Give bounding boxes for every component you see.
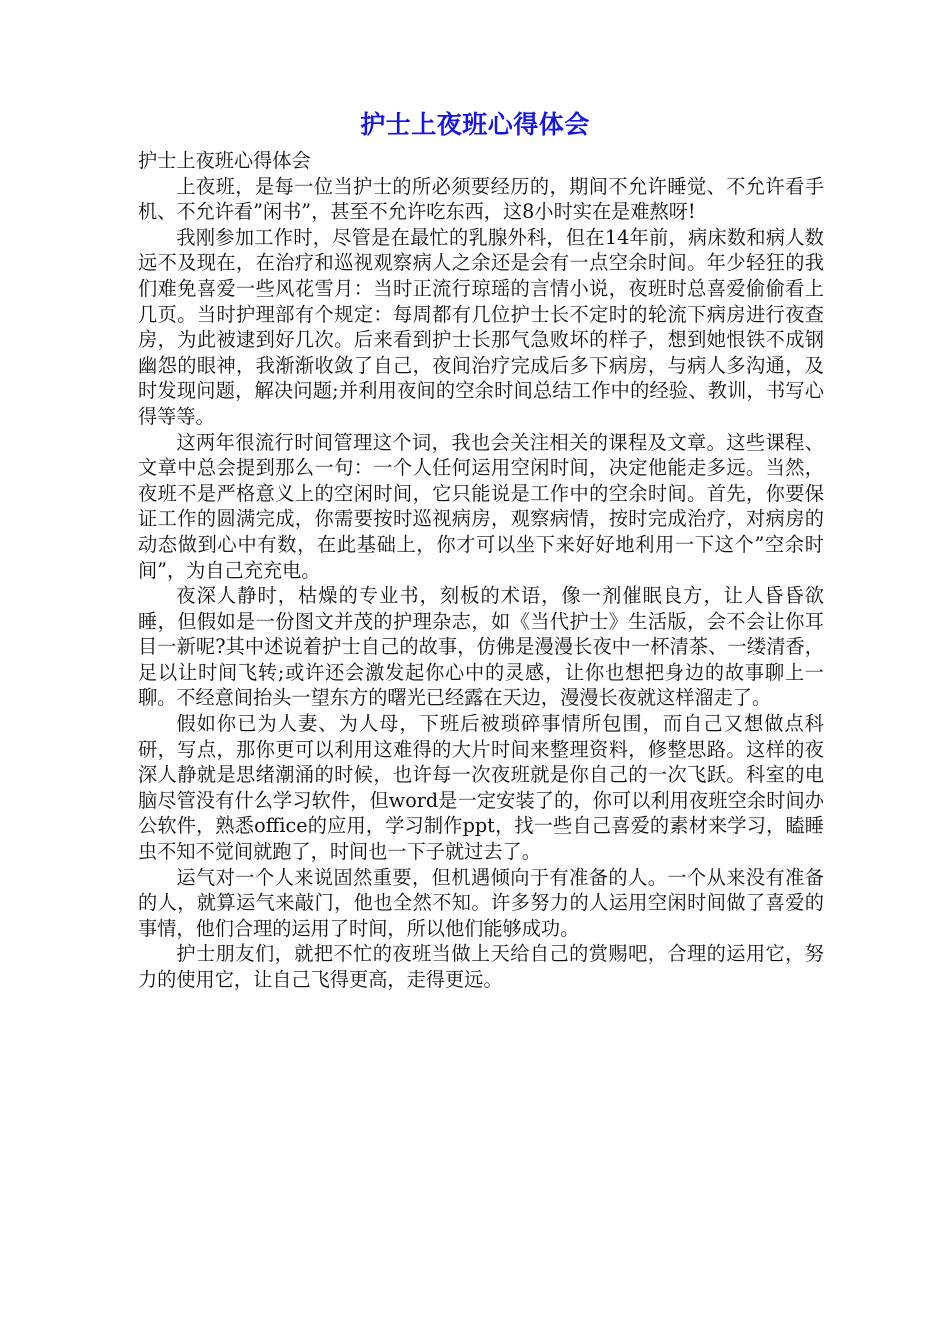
paragraph: 护士朋友们，就把不忙的夜班当做上天给自己的赏赐吧，合理的运用它，努力的使用它，让自己飞得更高，走得更远。 [138, 942, 824, 991]
document-title: 护士上夜班心得体会 [360, 110, 590, 139]
paragraph: 假如你已为人妻、为人母，下班后被琐碎事情所包围，而自己又想做点科研，写点，那你更可以利用这难得的大片时间来整理资料，修整思路。这样的夜深人静就是思绪潮涌的时候，也许每一次夜班就是你自己的一次飞跃。科室的电脑尽管没有什么学习软件，但word是一定安装了的，你可以利用夜班空余时间办公软件，熟悉office的应用，学习制作ppt，找一些自己喜爱的素材来学习，瞌睡虫不知不觉间就跑了，时间也一下子就过去了。 [138, 712, 824, 864]
document-subtitle: 护士上夜班心得体会 [138, 149, 311, 172]
document-body [138, 148, 824, 993]
paragraph: 夜深人静时，枯燥的专业书，刻板的术语，像一剂催眠良方，让人昏昏欲睡，但假如是一份图文并茂的护理杂志，如《当代护士》生活版，会不会让你耳目一新呢?其中述说着护士自己的故事，仿佛是漫漫长夜中一杯清茶、一缕清香，足以让时间飞转;或许还会激发起你心中的灵感，让你也想把身边的故事聊上一聊。不经意间抬头一望东方的曙光已经露在天边，漫漫长夜就这样溜走了。 [138, 584, 824, 710]
paragraph: 上夜班，是每一位当护士的所必须要经历的，期间不允许睡觉、不允许看手机、不允许看”闲书”，甚至不允许吃东西，这8小时实在是难熬呀! [138, 174, 824, 224]
paragraph: 我刚参加工作时，尽管是在最忙的乳腺外科，但在14年前，病床数和病人数远不及现在，在治疗和巡视观察病人之余还是会有一点空余时间。年少轻狂的我们难免喜爱一些风花雪月：当时正流行琼瑶的言情小说，夜班时总喜爱偷偷看上几页。当时护理部有个规定：每周都有几位护士长不定时的轮流下病房进行夜查房，为此被逮到好几次。后来看到护士长那气急败坏的样子，想到她恨铁不成钢幽怨的眼神，我渐渐收敛了自己，夜间治疗完成后多下病房，与病人多沟通，及时发现问题，解决问题;并利用夜间的空余时间总结工作中的经验、教训，书写心得等等。 [138, 225, 824, 428]
paragraph: 运气对一个人来说固然重要，但机遇倾向于有准备的人。一个从来没有准备的人，就算运气来敲门，他也全然不知。许多努力的人运用空闲时间做了喜爱的事情，他们合理的运用了时间，所以他们能够成功。 [138, 865, 824, 940]
paragraph: 这两年很流行时间管理这个词，我也会关注相关的课程及文章。这些课程、文章中总会提到那么一句：一个人任何运用空闲时间，决定他能走多远。当然，夜班不是严格意义上的空闲时间，它只能说是工作中的空余时间。首先，你要保证工作的圆满完成，你需要按时巡视病房，观察病情，按时完成治疗，对病房的动态做到心中有数，在此基础上，你才可以坐下来好好地利用一下这个”空余时间”，为自己充充电。 [138, 430, 824, 582]
